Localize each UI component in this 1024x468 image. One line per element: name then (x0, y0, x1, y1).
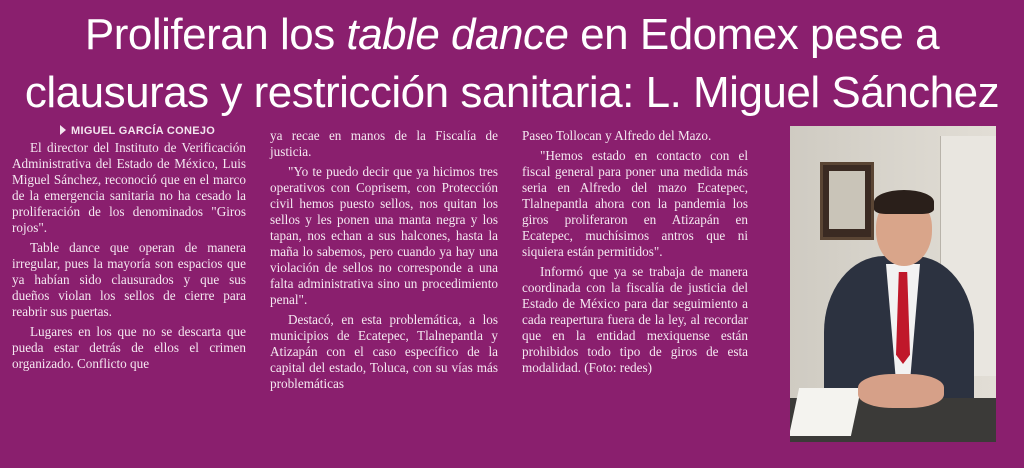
paragraph: "Hemos estado en contacto con el fiscal general para poner una medida más seria en Alfredo del mazo Ecatepec, Tlalnepantla ahora con la pandemia los giros proliferaron en Atizapán en Ecatepec, muchísimos antros que ni siquiera están permitidos". (522, 148, 748, 259)
headline-italic-text: table dance (346, 10, 569, 59)
article-column-1 (12, 140, 246, 376)
paragraph: Destacó, en esta problemática, a los municipios de Ecatepec, Tlalnepantla y Atizapán con el caso específico de la capital del estado, Toluca, con su vías más problemáticas (270, 312, 498, 391)
headline-text-end: en Edomex pese a (568, 10, 940, 59)
wall-picture-frame (820, 162, 874, 240)
person-hair (874, 190, 934, 214)
paragraph: El director del Instituto de Verificación Administrativa del Estado de México, Luis Miguel Sánchez, reconoció que en el marco de la emergencia sanitaria no ha cesado la proliferación de los denominados "Giros rojos". (12, 140, 246, 235)
headline-text: Proliferan los (84, 10, 347, 59)
folded-hands (858, 374, 944, 408)
paragraph: Table dance que operan de manera irregular, pues la mayoría son espacios que ya habían sido clausurados y que sus dueños violan los sellos de cierre para reabrir sus puertas. (12, 240, 246, 319)
article-column-2 (270, 128, 498, 396)
paragraph: "Yo te puedo decir que ya hicimos tres operativos con Coprisem, con Protección civil hemos puesto sellos, nos quitan los sellos y les ponen una manta negra y los tapan, nos echan a sus halcones, hasta la maña lo sabemos, pero cuando ya hay una violación de sellos no corresponde a una falta administrativa sino un procedimiento penal". (270, 164, 498, 307)
article-column-3 (522, 128, 748, 380)
paragraph: ya recae en manos de la Fiscalía de justicia. (270, 128, 498, 159)
paragraph: Paseo Tollocan y Alfredo del Mazo. (522, 128, 712, 143)
portrait-photo (790, 126, 996, 442)
author-name: MIGUEL GARCÍA CONEJO (71, 125, 216, 137)
headline-line-2: clausuras y restricción sanitaria: L. Miguel Sánchez (24, 68, 1000, 117)
byline (60, 125, 215, 137)
document-papers (790, 388, 861, 436)
byline-marker-icon (60, 125, 66, 135)
paragraph: Lugares en los que no se descarta que pueda estar detrás de ellos el crimen organizado. Conflicto que (12, 324, 246, 371)
paragraph: Informó que ya se trabaja de manera coordinada con la fiscalía de justicia del Estado de México para dar seguimiento a cada reapertura fuera de la ley, al recordar que en la entidad mexiquense están prohibidos todo tipo de giros de esta modalidad. (Foto: redes) (522, 264, 748, 375)
headline-line-1 (0, 10, 1024, 60)
